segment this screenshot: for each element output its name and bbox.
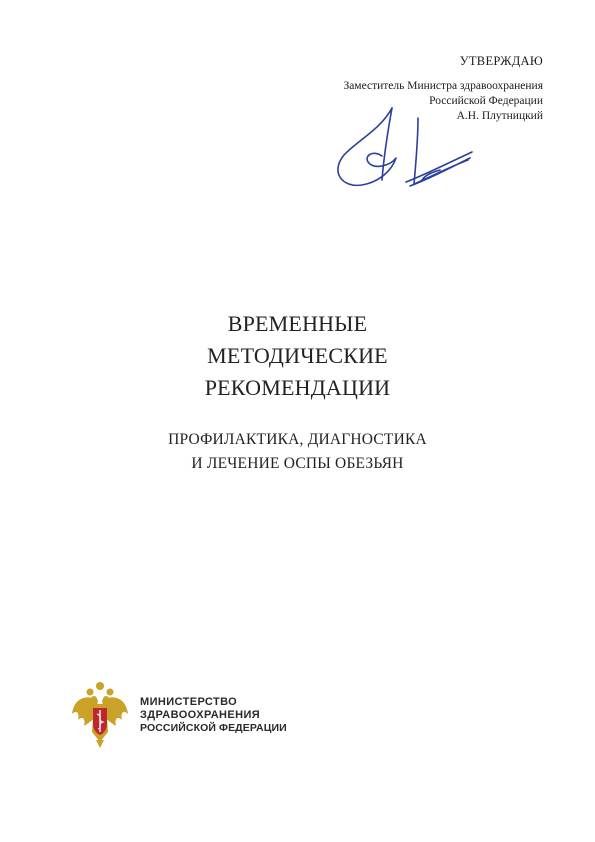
subtitle-line-1: ПРОФИЛАКТИКА, ДИАГНОСТИКА [168, 431, 427, 448]
approver-position-line1: Заместитель Министра здравоохранения [343, 80, 543, 92]
coat-of-arms-icon [68, 680, 132, 750]
document-subtitle [0, 428, 595, 476]
approver-position-line2: Российской Федерации [429, 95, 543, 107]
signature-icon [322, 100, 482, 200]
title-line-1: ВРЕМЕННЫЕ [227, 311, 368, 336]
ministry-name [140, 696, 287, 735]
approve-word: УТВЕРЖДАЮ [459, 54, 543, 68]
ministry-logo [68, 680, 287, 750]
title-line-3: РЕКОМЕНДАЦИИ [204, 375, 391, 400]
ministry-line-2: ЗДРАВООХРАНЕНИЯ [140, 708, 261, 721]
title-line-2: МЕТОДИЧЕСКИЕ [207, 343, 388, 368]
approver-name: А.Н. Плутницкий [456, 110, 543, 122]
document-title [0, 308, 595, 404]
ministry-line-3: РОССИЙСКОЙ ФЕДЕРАЦИИ [140, 721, 287, 734]
subtitle-line-2: И ЛЕЧЕНИЕ ОСПЫ ОБЕЗЬЯН [191, 455, 404, 472]
ministry-line-1: МИНИСТЕРСТВО [140, 695, 238, 708]
